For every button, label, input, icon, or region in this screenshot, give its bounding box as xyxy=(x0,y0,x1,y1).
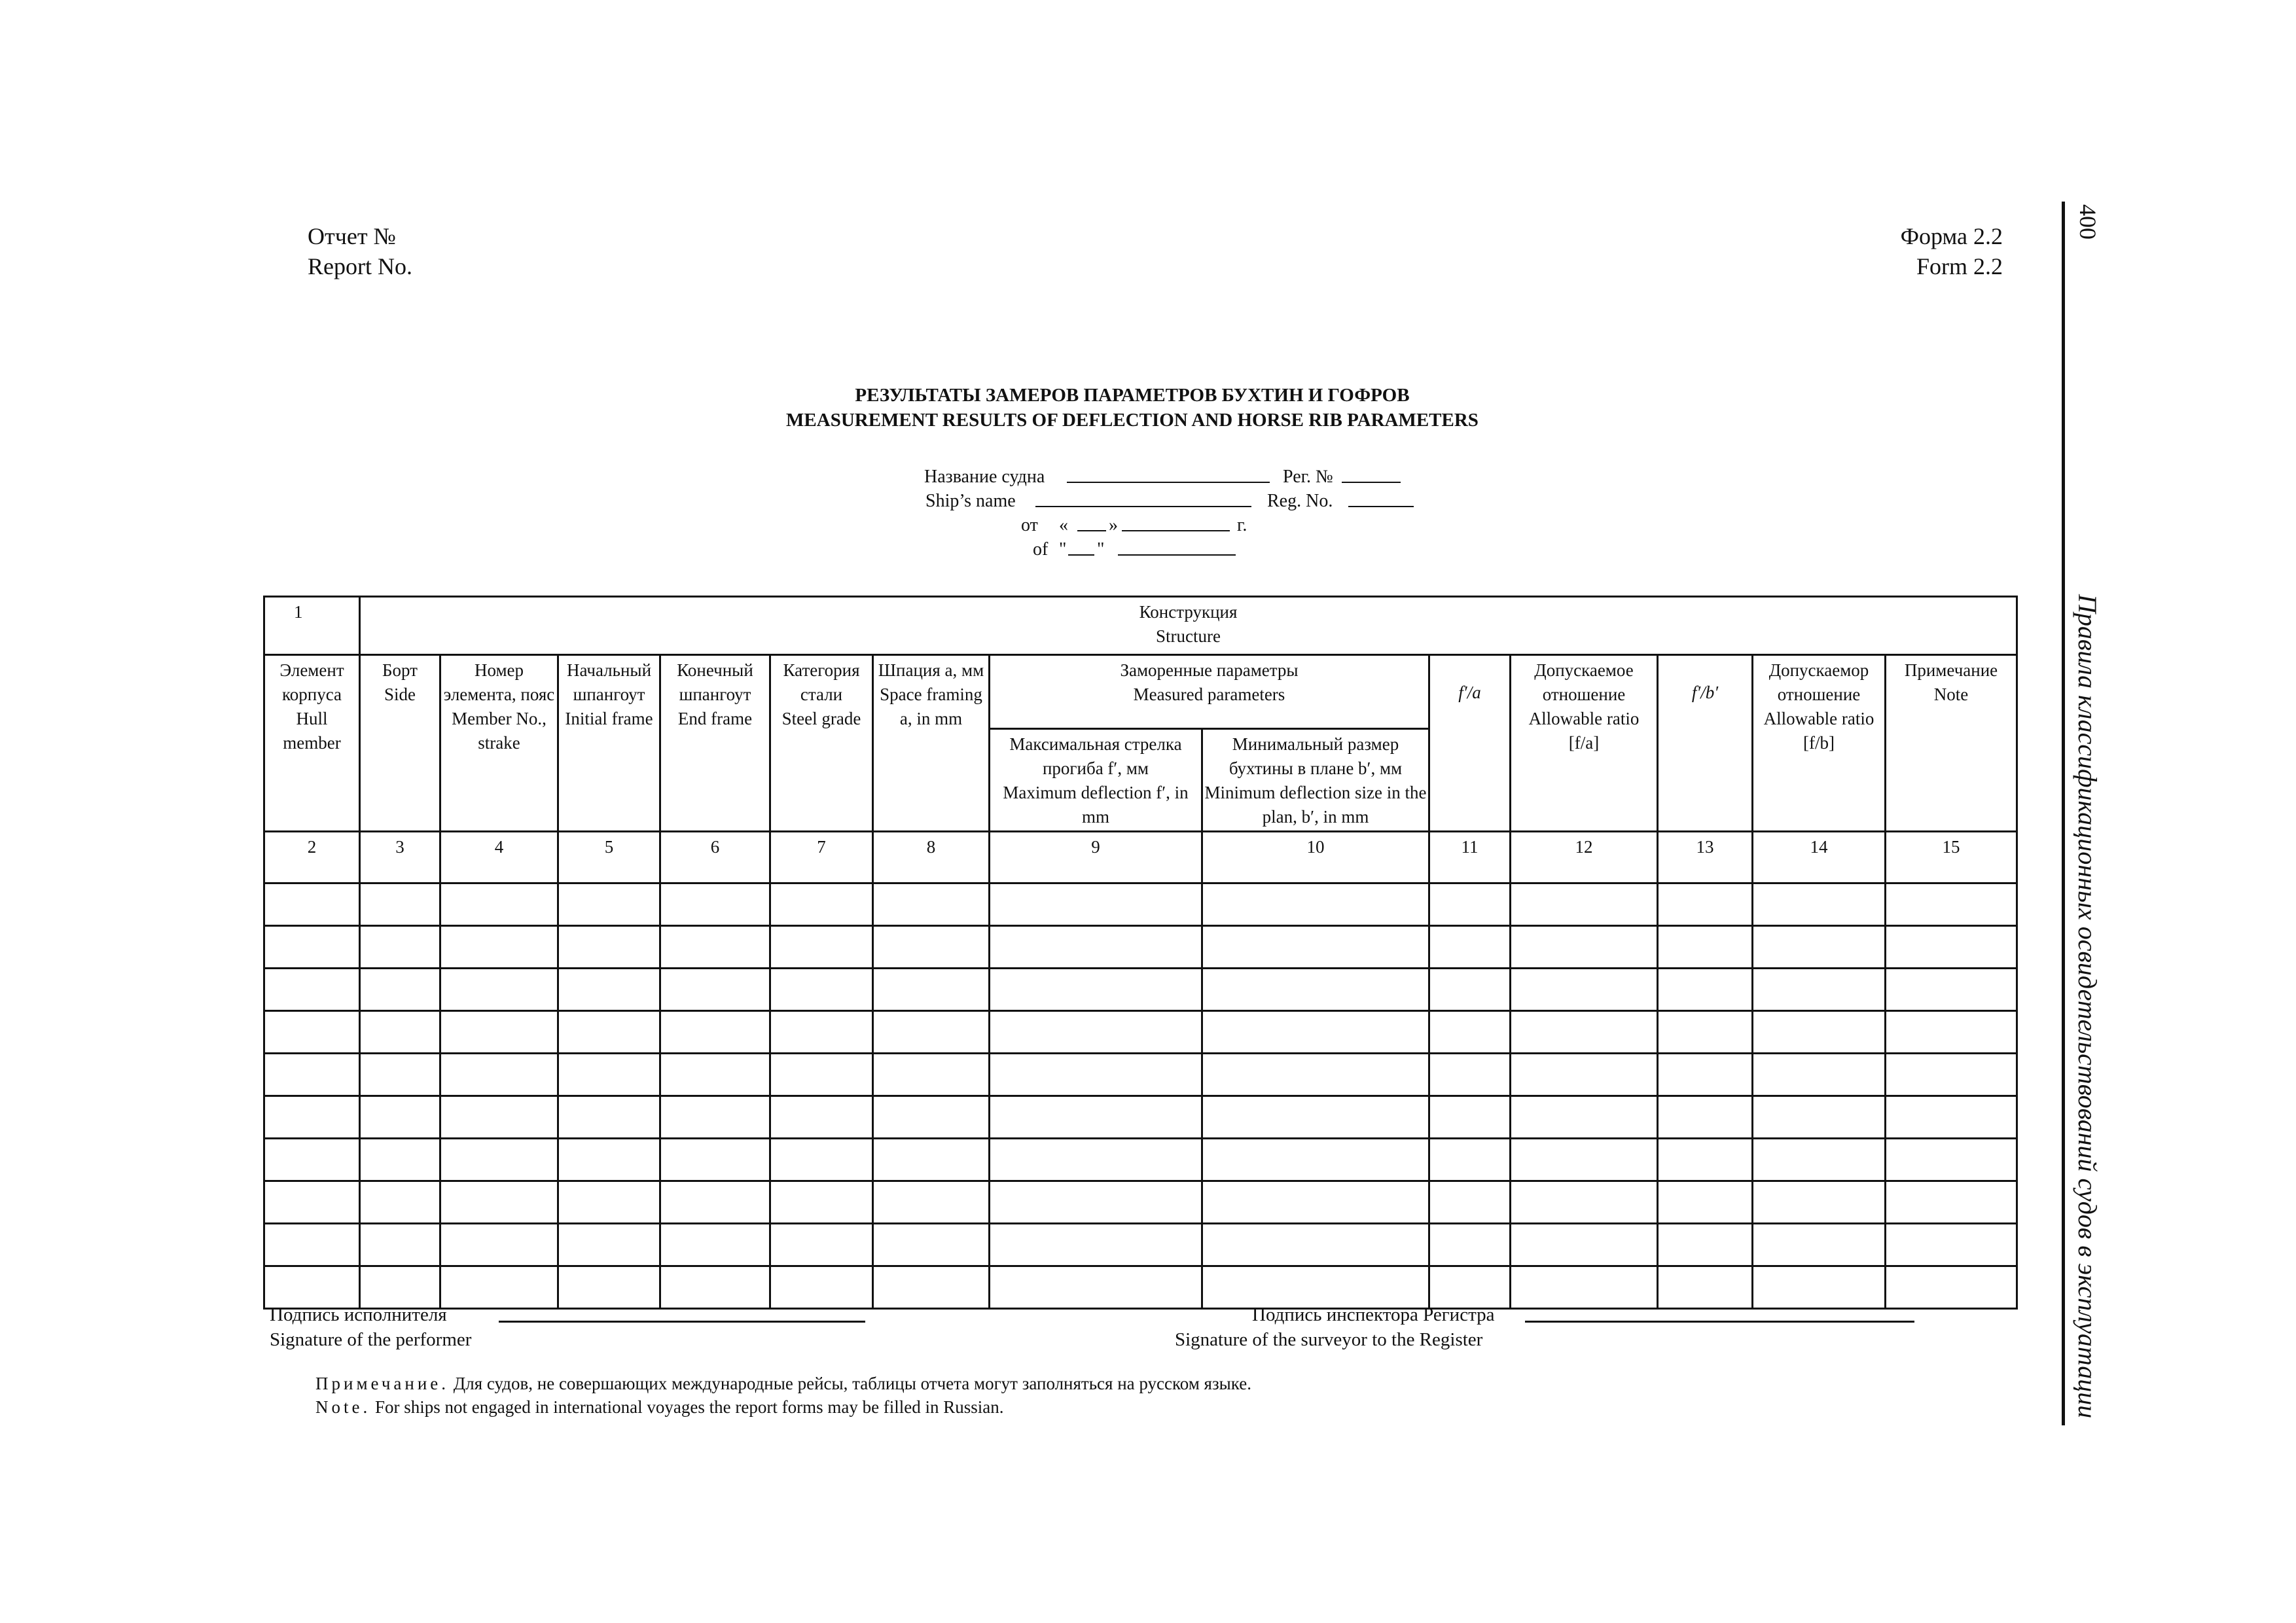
side-en: Side xyxy=(384,685,416,704)
table-cell[interactable] xyxy=(1429,1224,1511,1266)
table-cell[interactable] xyxy=(264,1054,360,1096)
column-number: 11 xyxy=(1429,832,1511,883)
table-cell[interactable] xyxy=(873,883,990,926)
col-header-end-frame xyxy=(660,655,770,832)
date-day-field-en[interactable] xyxy=(1068,537,1094,562)
title-en: MEASUREMENT RESULTS OF DEFLECTION AND HORSE RIB PARAMETERS xyxy=(786,410,1479,431)
table-cell[interactable] xyxy=(264,1181,360,1224)
report-label-ru: Отчет № xyxy=(308,223,396,249)
table-cell[interactable] xyxy=(558,1054,660,1096)
date-quote-open-en: " xyxy=(1059,539,1067,560)
title-ru: РЕЗУЛЬТАТЫ ЗАМЕРОВ ПАРАМЕТРОВ БУХТИН И ГОФРОВ xyxy=(855,385,1410,406)
table-cell[interactable] xyxy=(990,1224,1202,1266)
col-header-allowable-fa xyxy=(1511,655,1658,832)
table-cell[interactable] xyxy=(264,883,360,926)
f-a-ratio: f′/a xyxy=(1458,683,1481,702)
table-cell[interactable] xyxy=(1886,1011,2017,1054)
page-number: 400 xyxy=(2075,204,2101,240)
table-cell[interactable] xyxy=(660,1139,770,1181)
col-header-note xyxy=(1886,655,2017,832)
table-cell[interactable] xyxy=(1658,1224,1753,1266)
col-header-min-deflection-size xyxy=(1202,729,1429,832)
table-cell[interactable] xyxy=(558,1139,660,1181)
ship-name-label-en: Ship’s name xyxy=(925,491,1016,511)
table-cell[interactable] xyxy=(440,1224,558,1266)
table-cell[interactable] xyxy=(873,969,990,1011)
table-cell[interactable] xyxy=(1886,1096,2017,1139)
table-cell[interactable] xyxy=(360,1139,440,1181)
table-cell[interactable] xyxy=(440,1054,558,1096)
table-cell[interactable] xyxy=(1511,1266,1658,1309)
table-cell[interactable] xyxy=(1511,1224,1658,1266)
footnote-label-en: Note. xyxy=(315,1397,371,1417)
space-framing-en: Space framing a, in mm xyxy=(880,685,982,728)
table-cell[interactable] xyxy=(1658,883,1753,926)
table-cell[interactable] xyxy=(1753,1224,1886,1266)
column-number: 5 xyxy=(558,832,660,883)
table-cell[interactable] xyxy=(1202,1011,1429,1054)
table-cell[interactable] xyxy=(1658,969,1753,1011)
min-deflection-size-en: Minimum deflection size in the plan, b′, in mm xyxy=(1204,783,1427,827)
table-cell[interactable] xyxy=(1886,1266,2017,1309)
column-number: 12 xyxy=(1511,832,1658,883)
col-header-allowable-fb xyxy=(1753,655,1886,832)
member-no-en: Member No., strake xyxy=(452,709,547,753)
table-cell[interactable] xyxy=(1511,926,1658,969)
table-cell[interactable] xyxy=(990,1266,1202,1309)
table-cell[interactable] xyxy=(770,1224,873,1266)
table-cell[interactable] xyxy=(873,1054,990,1096)
col-header-space-framing xyxy=(873,655,990,832)
table-cell[interactable] xyxy=(1658,1266,1753,1309)
allowable-fa-ru: Допускаемое отношение xyxy=(1534,660,1634,704)
table-cell[interactable] xyxy=(990,1181,1202,1224)
table-cell[interactable] xyxy=(440,1096,558,1139)
table-cell[interactable] xyxy=(1429,1139,1511,1181)
date-of-label-en: of xyxy=(1033,539,1049,560)
performer-signature-label-ru: Подпись исполнителя xyxy=(270,1304,447,1325)
table-cell[interactable] xyxy=(660,1224,770,1266)
steel-grade-ru: Категория стали xyxy=(783,660,860,704)
running-title: Правила классификационных освидетельствований судов в эксплуатации xyxy=(2073,594,2102,1419)
allowable-fa-en: Allowable ratio xyxy=(1528,709,1640,728)
table-cell[interactable] xyxy=(264,969,360,1011)
table-cell[interactable] xyxy=(1753,1139,1886,1181)
table-cell[interactable] xyxy=(360,1181,440,1224)
footnote-text-ru: Для судов, не совершающих международные рейсы, таблицы отчета могут заполняться на русском языке. xyxy=(453,1374,1251,1393)
reg-field-ru[interactable] xyxy=(1342,465,1401,490)
table-cell[interactable] xyxy=(1202,1096,1429,1139)
table-cell[interactable] xyxy=(1886,926,2017,969)
column-number: 9 xyxy=(990,832,1202,883)
date-quote-close-en: " xyxy=(1097,539,1105,560)
table-cell[interactable] xyxy=(440,926,558,969)
col-header-initial-frame xyxy=(558,655,660,832)
column-number: 3 xyxy=(360,832,440,883)
table-cell[interactable] xyxy=(1753,926,1886,969)
structure-row xyxy=(264,597,2017,655)
steel-grade-en: Steel grade xyxy=(781,709,861,728)
table-cell[interactable] xyxy=(1886,883,2017,926)
surveyor-signature-label-en: Signature of the surveyor to the Register xyxy=(1175,1329,1483,1350)
column-number: 13 xyxy=(1658,832,1753,883)
table-cell[interactable] xyxy=(770,1096,873,1139)
table-cell[interactable] xyxy=(873,1224,990,1266)
note-en: Note xyxy=(1933,685,1969,704)
table-cell[interactable] xyxy=(264,1096,360,1139)
surveyor-signature-label-ru: Подпись инспектора Регистра xyxy=(1252,1304,1495,1325)
table-cell[interactable] xyxy=(264,1139,360,1181)
table-cell[interactable] xyxy=(990,1054,1202,1096)
table-cell[interactable] xyxy=(360,883,440,926)
report-label-en: Report No. xyxy=(308,253,412,279)
hull-member-en: Hull member xyxy=(283,709,341,753)
column-number: 4 xyxy=(440,832,558,883)
table-row xyxy=(264,1266,2017,1309)
table-cell[interactable] xyxy=(770,1181,873,1224)
table-cell[interactable] xyxy=(990,969,1202,1011)
column-number: 8 xyxy=(873,832,990,883)
table-cell[interactable] xyxy=(1886,1224,2017,1266)
table-cell[interactable] xyxy=(1511,969,1658,1011)
form-label-en: Form 2.2 xyxy=(1916,253,2003,279)
table-cell[interactable] xyxy=(558,1224,660,1266)
table-cell[interactable] xyxy=(264,926,360,969)
structure-number: 1 xyxy=(294,602,303,622)
table-cell[interactable] xyxy=(440,969,558,1011)
measured-parameters-en: Measured parameters xyxy=(1133,685,1285,704)
table-row xyxy=(264,1054,2017,1096)
table-cell[interactable] xyxy=(770,1266,873,1309)
member-no-ru: Номер элемента, пояс xyxy=(443,660,555,704)
table-cell[interactable] xyxy=(1753,1266,1886,1309)
table-row xyxy=(264,1011,2017,1054)
table-cell[interactable] xyxy=(990,883,1202,926)
table-cell[interactable] xyxy=(873,926,990,969)
reg-field-en[interactable] xyxy=(1348,489,1414,514)
table-cell[interactable] xyxy=(558,926,660,969)
table-cell[interactable] xyxy=(1753,969,1886,1011)
hull-member-ru: Элемент корпуса xyxy=(279,660,344,704)
table-cell[interactable] xyxy=(990,1139,1202,1181)
table-cell[interactable] xyxy=(1511,883,1658,926)
date-year-label-ru: г. xyxy=(1237,515,1247,535)
f-b-ratio: f′/b′ xyxy=(1691,683,1719,702)
table-cell[interactable] xyxy=(770,1139,873,1181)
table-cell[interactable] xyxy=(1429,883,1511,926)
table-cell[interactable] xyxy=(360,1054,440,1096)
structure-number-cell xyxy=(264,597,360,655)
table-cell[interactable] xyxy=(1511,1181,1658,1224)
col-header-max-deflection xyxy=(990,729,1202,832)
table-row xyxy=(264,969,2017,1011)
ship-name-label-ru: Название судна xyxy=(924,467,1045,487)
performer-signature xyxy=(270,1302,471,1352)
table-cell[interactable] xyxy=(770,883,873,926)
table-cell[interactable] xyxy=(360,1224,440,1266)
col-header-member-no xyxy=(440,655,558,832)
footnote xyxy=(315,1372,1251,1419)
surveyor-signature xyxy=(1175,1302,1495,1352)
side-divider xyxy=(2062,202,2065,1425)
date-quote-open-ru: « xyxy=(1059,515,1068,535)
allowable-fb-ru: Допускаемор отношение xyxy=(1768,660,1869,704)
column-number: 15 xyxy=(1886,832,2017,883)
min-deflection-size-ru: Минимальный размер бухтины в плане b′, мм xyxy=(1229,734,1403,778)
table-cell[interactable] xyxy=(1886,1181,2017,1224)
table-cell[interactable] xyxy=(990,926,1202,969)
table-row xyxy=(264,1096,2017,1139)
footnote-label-ru: Примечание. xyxy=(315,1374,450,1393)
table-cell[interactable] xyxy=(1429,1011,1511,1054)
table-cell[interactable] xyxy=(558,1011,660,1054)
table-cell[interactable] xyxy=(558,883,660,926)
max-deflection-en: Maximum deflection f′, in mm xyxy=(1003,783,1189,827)
table-cell[interactable] xyxy=(660,926,770,969)
table-cell[interactable] xyxy=(770,1054,873,1096)
table-cell[interactable] xyxy=(360,1011,440,1054)
structure-label-en: Structure xyxy=(1156,626,1221,646)
table-cell[interactable] xyxy=(1886,1054,2017,1096)
table-cell[interactable] xyxy=(1511,1011,1658,1054)
table-cell[interactable] xyxy=(873,1181,990,1224)
table-row xyxy=(264,926,2017,969)
table-cell[interactable] xyxy=(440,1011,558,1054)
date-row-en xyxy=(851,537,1440,562)
date-quote-close-ru: » xyxy=(1109,515,1118,535)
table-cell[interactable] xyxy=(440,1181,558,1224)
table-cell[interactable] xyxy=(1753,883,1886,926)
table-cell[interactable] xyxy=(1202,1224,1429,1266)
col-header-hull-member xyxy=(264,655,360,832)
table-cell[interactable] xyxy=(770,969,873,1011)
surveyor-signature-line[interactable] xyxy=(1525,1305,1914,1323)
initial-frame-ru: Начальный шпангоут xyxy=(566,660,652,704)
table-row xyxy=(264,1181,2017,1224)
table-cell[interactable] xyxy=(1202,1054,1429,1096)
table-cell[interactable] xyxy=(1753,1181,1886,1224)
form-number-label xyxy=(1872,221,2003,281)
table-cell[interactable] xyxy=(1429,1181,1511,1224)
end-frame-ru: Конечный шпангоут xyxy=(677,660,753,704)
column-number: 7 xyxy=(770,832,873,883)
table-cell[interactable] xyxy=(660,1096,770,1139)
performer-signature-line[interactable] xyxy=(499,1305,865,1323)
table-cell[interactable] xyxy=(1202,883,1429,926)
table-cell[interactable] xyxy=(1658,1011,1753,1054)
table-cell[interactable] xyxy=(660,1054,770,1096)
table-cell[interactable] xyxy=(1658,926,1753,969)
table-cell[interactable] xyxy=(264,1011,360,1054)
table-cell[interactable] xyxy=(1658,1054,1753,1096)
side-ru: Борт xyxy=(382,660,418,680)
table-cell[interactable] xyxy=(770,1011,873,1054)
table-cell[interactable] xyxy=(1429,1096,1511,1139)
col-header-steel-grade xyxy=(770,655,873,832)
table-cell[interactable] xyxy=(1886,1139,2017,1181)
column-number: 10 xyxy=(1202,832,1429,883)
reg-label-en: Reg. No. xyxy=(1267,491,1333,511)
table-cell[interactable] xyxy=(1429,926,1511,969)
date-month-field-en[interactable] xyxy=(1118,537,1236,562)
performer-signature-label-en: Signature of the performer xyxy=(270,1329,472,1350)
table-cell[interactable] xyxy=(558,1266,660,1309)
structure-header-cell xyxy=(360,597,2017,655)
table-cell[interactable] xyxy=(873,1011,990,1054)
table-cell[interactable] xyxy=(440,883,558,926)
side-margin xyxy=(2067,202,2113,1425)
form-label-ru: Форма 2.2 xyxy=(1900,223,2003,249)
table-cell[interactable] xyxy=(660,883,770,926)
allowable-fa-symbol: [f/a] xyxy=(1568,733,1600,753)
col-header-measured-parameters xyxy=(990,655,1429,729)
table-cell[interactable] xyxy=(1753,1011,1886,1054)
allowable-fb-en: Allowable ratio xyxy=(1763,709,1874,728)
table-cell[interactable] xyxy=(990,1011,1202,1054)
table-cell[interactable] xyxy=(1429,1054,1511,1096)
ship-name-field-en[interactable] xyxy=(1035,489,1251,514)
document-title xyxy=(458,383,1806,433)
note-ru: Примечание xyxy=(1904,660,1998,680)
ship-name-row-en xyxy=(851,489,1440,513)
table-cell[interactable] xyxy=(1753,1054,1886,1096)
table-cell[interactable] xyxy=(660,1266,770,1309)
table-cell[interactable] xyxy=(660,1181,770,1224)
date-day-field-ru[interactable] xyxy=(1077,513,1106,538)
col-header-side xyxy=(360,655,440,832)
measurement-table xyxy=(263,596,2018,1310)
table-cell[interactable] xyxy=(1202,926,1429,969)
column-number: 6 xyxy=(660,832,770,883)
report-number-label xyxy=(308,221,412,281)
column-number: 2 xyxy=(264,832,360,883)
ship-name-field-ru[interactable] xyxy=(1067,465,1270,490)
table-cell[interactable] xyxy=(360,926,440,969)
table-cell[interactable] xyxy=(1202,1181,1429,1224)
table-cell[interactable] xyxy=(660,1011,770,1054)
column-number-row xyxy=(264,832,2017,883)
table-cell[interactable] xyxy=(1511,1139,1658,1181)
table-cell[interactable] xyxy=(1658,1181,1753,1224)
column-header-row xyxy=(264,655,2017,729)
table-row xyxy=(264,883,2017,926)
reg-label-ru: Рег. № xyxy=(1283,467,1333,487)
table-cell[interactable] xyxy=(440,1139,558,1181)
column-number: 14 xyxy=(1753,832,1886,883)
table-cell[interactable] xyxy=(873,1139,990,1181)
table-cell[interactable] xyxy=(873,1266,990,1309)
allowable-fb-symbol: [f/b] xyxy=(1803,733,1835,753)
table-cell[interactable] xyxy=(558,969,660,1011)
table-row xyxy=(264,1224,2017,1266)
data-rows xyxy=(264,883,2017,1309)
date-month-field-ru[interactable] xyxy=(1122,513,1230,538)
max-deflection-ru: Максимальная стрелка прогиба f′, мм xyxy=(1009,734,1182,778)
table-cell[interactable] xyxy=(873,1096,990,1139)
table-cell[interactable] xyxy=(1202,969,1429,1011)
table-cell[interactable] xyxy=(1511,1096,1658,1139)
end-frame-en: End frame xyxy=(677,709,753,728)
table-cell[interactable] xyxy=(660,969,770,1011)
table-cell[interactable] xyxy=(360,969,440,1011)
table-cell[interactable] xyxy=(1511,1054,1658,1096)
structure-label-ru: Конструкция xyxy=(1139,602,1238,622)
initial-frame-en: Initial frame xyxy=(565,709,653,728)
table-cell[interactable] xyxy=(1886,969,2017,1011)
space-framing-ru: Шпация a, мм xyxy=(878,660,984,680)
col-header-f-a xyxy=(1429,655,1511,832)
table-cell[interactable] xyxy=(990,1096,1202,1139)
footnote-text-en: For ships not engaged in international voyages the report forms may be filled in Russian. xyxy=(374,1397,1004,1417)
table-cell[interactable] xyxy=(264,1224,360,1266)
table-cell[interactable] xyxy=(1202,1139,1429,1181)
col-header-f-b xyxy=(1658,655,1753,832)
table-cell[interactable] xyxy=(770,926,873,969)
table-cell[interactable] xyxy=(360,1096,440,1139)
ship-info-block xyxy=(851,465,1440,562)
table-cell[interactable] xyxy=(558,1096,660,1139)
measured-parameters-ru: Заморенные параметры xyxy=(1120,660,1299,680)
table-cell[interactable] xyxy=(1658,1139,1753,1181)
date-row-ru xyxy=(851,513,1440,537)
table-cell[interactable] xyxy=(1658,1096,1753,1139)
table-cell[interactable] xyxy=(1753,1096,1886,1139)
table-cell[interactable] xyxy=(558,1181,660,1224)
ship-name-row-ru xyxy=(851,465,1440,489)
table-cell[interactable] xyxy=(1429,969,1511,1011)
date-from-label-ru: от xyxy=(1021,515,1038,535)
table-row xyxy=(264,1139,2017,1181)
